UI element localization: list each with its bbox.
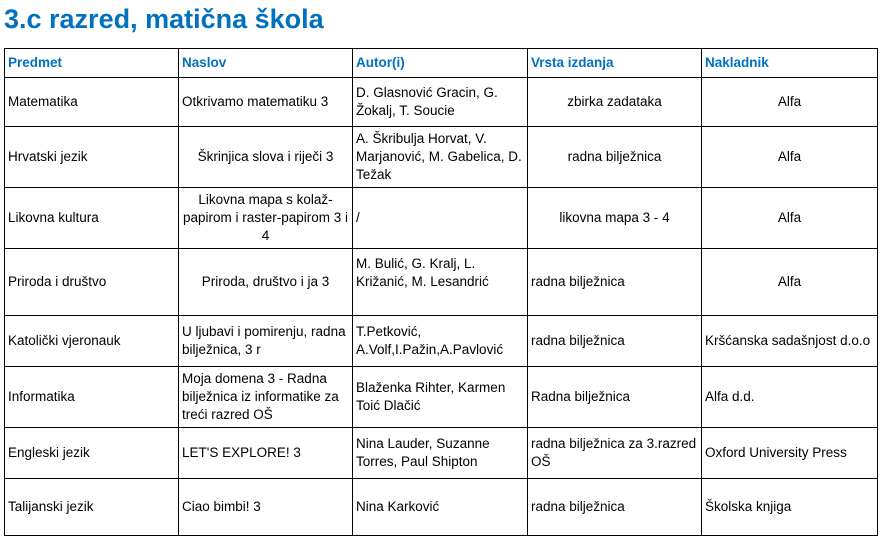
cell-naslov: Priroda, društvo i ja 3 [179,249,353,316]
cell-naslov: LET'S EXPLORE! 3 [179,428,353,479]
cell-naslov: Moja domena 3 - Radna bilježnica iz informatike za treći razred OŠ [179,367,353,428]
column-header-nakladnik: Nakladnik [702,49,878,78]
cell-nakladnik: Alfa d.d. [702,367,878,428]
table-row [5,127,878,188]
cell-nakladnik: Alfa [702,78,878,127]
table-row [5,188,878,249]
cell-nakladnik: Alfa [702,249,878,316]
cell-naslov: Likovna mapa s kolaž-papirom i raster-papirom 3 i 4 [179,188,353,249]
cell-naslov: Ciao bimbi! 3 [179,479,353,536]
column-header-autori: Autor(i) [353,49,528,78]
cell-autori: Nina Lauder, Suzanne Torres, Paul Shipton [353,428,528,479]
cell-autori: M. Bulić, G. Kralj, L. Križanić, M. Lesandrić [353,249,528,316]
cell-autori: Blaženka Rihter, Karmen Toić Dlačić [353,367,528,428]
cell-vrsta: Radna bilježnica [528,367,702,428]
table-header-row [5,49,878,78]
cell-autori: Nina Karković [353,479,528,536]
cell-naslov: U ljubavi i pomirenju, radna bilježnica, 3 r [179,316,353,367]
cell-predmet: Talijanski jezik [5,479,179,536]
column-header-vrsta: Vrsta izdanja [528,49,702,78]
cell-predmet: Likovna kultura [5,188,179,249]
cell-nakladnik: Alfa [702,188,878,249]
cell-autori: D. Glasnović Gracin, G. Žokalj, T. Soucie [353,78,528,127]
cell-vrsta: radna bilježnica [528,479,702,536]
cell-nakladnik: Oxford University Press [702,428,878,479]
cell-naslov: Škrinjica slova i riječi 3 [179,127,353,188]
table-row [5,479,878,536]
cell-autori: A. Škribulja Horvat, V. Marjanović, M. Gabelica, D. Težak [353,127,528,188]
column-header-predmet: Predmet [5,49,179,78]
column-header-naslov: Naslov [179,49,353,78]
cell-predmet: Matematika [5,78,179,127]
cell-nakladnik: Školska knjiga [702,479,878,536]
cell-autori: T.Petković, A.Volf,I.Pažin,A.Pavlović [353,316,528,367]
cell-vrsta: radna bilježnica [528,127,702,188]
cell-vrsta: radna bilježnica [528,249,702,316]
cell-predmet: Engleski jezik [5,428,179,479]
table-row [5,367,878,428]
cell-predmet: Informatika [5,367,179,428]
cell-autori: / [353,188,528,249]
cell-vrsta: zbirka zadataka [528,78,702,127]
cell-nakladnik: Alfa [702,127,878,188]
table-row [5,249,878,316]
cell-predmet: Priroda i društvo [5,249,179,316]
table-row [5,428,878,479]
textbook-table [4,48,878,536]
table-row [5,316,878,367]
cell-vrsta: radna bilježnica za 3.razred OŠ [528,428,702,479]
cell-predmet: Hrvatski jezik [5,127,179,188]
cell-vrsta: likovna mapa 3 - 4 [528,188,702,249]
cell-vrsta: radna bilježnica [528,316,702,367]
cell-predmet: Katolički vjeronauk [5,316,179,367]
page-title: 3.c razred, matična škola [4,4,324,34]
cell-nakladnik: Kršćanska sadašnjost d.o.o [702,316,878,367]
table-row [5,78,878,127]
cell-naslov: Otkrivamo matematiku 3 [179,78,353,127]
